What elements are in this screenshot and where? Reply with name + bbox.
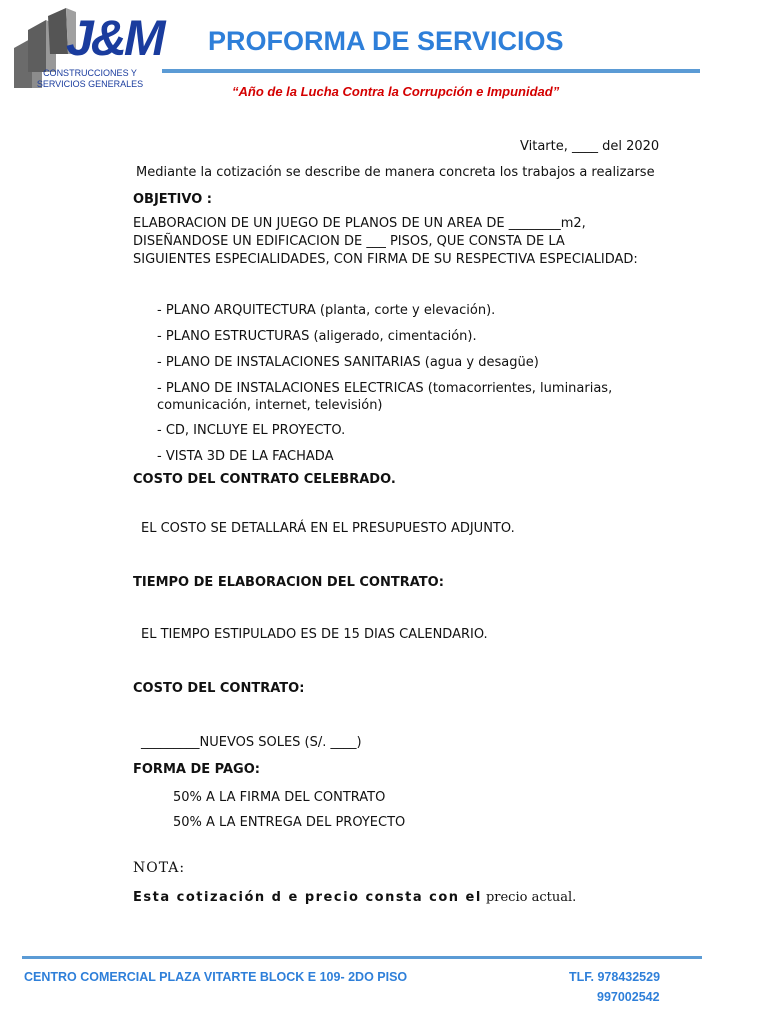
list-item-arquitectura: - PLANO ARQUITECTURA (planta, corte y elevación). (157, 303, 496, 318)
list-item-sanitarias: - PLANO DE INSTALACIONES SANITARIAS (agua y desagüe) (157, 355, 539, 370)
footer-phone-2: 997002542 (597, 990, 660, 1004)
footer-phone-1: TLF. 978432529 (569, 970, 661, 984)
footer-address: CENTRO COMERCIAL PLAZA VITARTE BLOCK E 109- 2DO PISO (24, 970, 408, 984)
logo-letters: J&M (66, 10, 163, 66)
logo-line-2: SERVICIOS GENERALES (36, 79, 144, 89)
note-text-plain: precio actual. (481, 890, 577, 905)
objective-line-3: SIGUIENTES ESPECIALIDADES, CON FIRMA DE SU RESPECTIVA ESPECIALIDAD: (133, 252, 638, 267)
payment-line-2: 50% A LA ENTREGA DEL PROYECTO (173, 815, 406, 830)
footer-divider (22, 956, 702, 959)
year-motto: “Año de la Lucha Contra la Corrupción e Impunidad” (232, 84, 560, 99)
time-text: EL TIEMPO ESTIPULADO ES DE 15 DIAS CALENDARIO. (141, 627, 488, 642)
note-text-bold: Esta cotización d e precio consta con el (133, 890, 482, 905)
list-item-3d: - VISTA 3D DE LA FACHADA (157, 449, 334, 464)
logo-line-1: CONSTRUCCIONES Y (43, 68, 137, 78)
cost-text: _________NUEVOS SOLES (S/. ____) (141, 735, 362, 750)
header-divider (162, 69, 700, 73)
objective-line-2: DISEÑANDOSE UN EDIFICACION DE ___ PISOS, QUE CONSTA DE LA (133, 234, 565, 249)
date-line: Vitarte, ____ del 2020 (520, 139, 660, 154)
note-text (133, 890, 576, 905)
list-item-estructuras: - PLANO ESTRUCTURAS (aligerado, cimentación). (157, 329, 477, 344)
note-label: NOTA: (133, 860, 186, 876)
cost-heading: COSTO DEL CONTRATO: (133, 681, 305, 696)
contract-cost-heading: COSTO DEL CONTRATO CELEBRADO. (133, 472, 396, 487)
time-heading: TIEMPO DE ELABORACION DEL CONTRATO: (133, 575, 444, 590)
payment-line-1: 50% A LA FIRMA DEL CONTRATO (173, 790, 386, 805)
page-title: PROFORMA DE SERVICIOS (208, 26, 564, 56)
logo-subtitle (30, 68, 150, 90)
list-item-cd: - CD, INCLUYE EL PROYECTO. (157, 423, 346, 438)
intro-text: Mediante la cotización se describe de manera concreta los trabajos a realizarse (136, 165, 655, 180)
objective-heading: OBJETIVO : (133, 192, 212, 207)
list-item-electricas: - PLANO DE INSTALACIONES ELECTRICAS (tomacorrientes, luminarias, (157, 381, 613, 396)
payment-heading: FORMA DE PAGO: (133, 762, 260, 777)
list-item-electricas-cont: comunicación, internet, televisión) (157, 398, 383, 413)
objective-line-1: ELABORACION DE UN JUEGO DE PLANOS DE UN AREA DE ________m2, (133, 216, 586, 231)
contract-cost-text: EL COSTO SE DETALLARÁ EN EL PRESUPUESTO ADJUNTO. (141, 521, 515, 536)
